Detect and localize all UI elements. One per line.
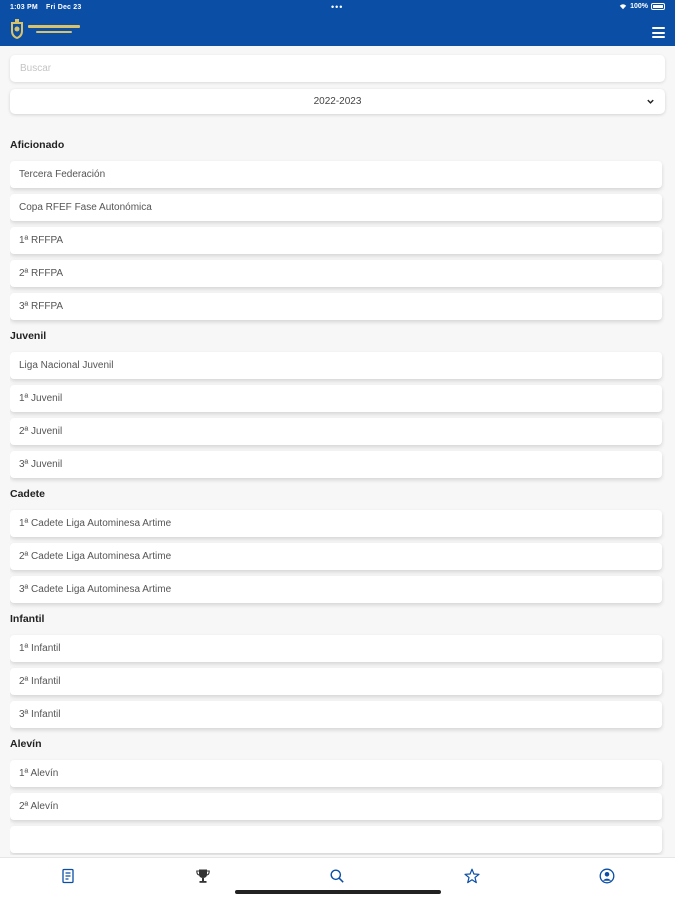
competition-item[interactable]: 2ª Infantil <box>10 668 662 695</box>
competition-item[interactable]: 1ª Alevín <box>10 760 662 787</box>
tab-search[interactable] <box>328 867 346 885</box>
section-title: Infantil <box>10 613 45 625</box>
competition-item[interactable]: Liga Nacional Juvenil <box>10 352 662 379</box>
section-title: Alevín <box>10 738 42 750</box>
status-bar-left <box>10 4 87 11</box>
chevron-down-icon <box>646 97 655 106</box>
competition-item[interactable]: 1ª Juvenil <box>10 385 662 412</box>
trophy-icon <box>195 868 211 884</box>
competition-item[interactable]: 3ª Infantil <box>10 701 662 728</box>
section-alevin <box>10 737 665 853</box>
section-juvenil <box>10 329 665 478</box>
competition-item[interactable]: 1ª RFFPA <box>10 227 662 254</box>
competition-item[interactable]: 2ª RFFPA <box>10 260 662 287</box>
tab-profile[interactable] <box>598 867 616 885</box>
status-time: 1:03 PM <box>10 4 38 11</box>
season-selected-value: 2022-2023 <box>313 96 362 107</box>
search-icon <box>329 868 345 884</box>
tab-competitions[interactable] <box>194 867 212 885</box>
app-header <box>0 0 675 46</box>
competition-item[interactable]: 1ª Cadete Liga Autominesa Artime <box>10 510 662 537</box>
competition-item[interactable] <box>10 826 662 853</box>
hamburger-menu-icon[interactable] <box>652 27 665 38</box>
crest-icon <box>10 18 24 40</box>
competition-item[interactable]: 1ª Infantil <box>10 635 662 662</box>
wifi-icon <box>619 3 627 10</box>
user-circle-icon <box>599 868 615 884</box>
tab-favorites[interactable] <box>463 867 481 885</box>
tab-documents[interactable] <box>59 867 77 885</box>
section-title: Juvenil <box>10 330 47 342</box>
competition-item[interactable]: 3ª Juvenil <box>10 451 662 478</box>
search-input[interactable] <box>10 55 665 82</box>
logo-wordmark <box>28 25 80 33</box>
competition-item[interactable]: 2ª Cadete Liga Autominesa Artime <box>10 543 662 570</box>
competition-item[interactable]: 2ª Juvenil <box>10 418 662 445</box>
competition-item[interactable]: Tercera Federación <box>10 161 662 188</box>
competition-item[interactable]: Copa RFEF Fase Autonómica <box>10 194 662 221</box>
section-title: Cadete <box>10 488 46 500</box>
competition-item[interactable]: 2ª Alevín <box>10 793 662 820</box>
competition-item[interactable]: 3ª RFFPA <box>10 293 662 320</box>
document-icon <box>60 868 76 884</box>
battery-icon <box>651 3 665 10</box>
season-select[interactable] <box>10 89 665 114</box>
competition-item[interactable]: 3ª Cadete Liga Autominesa Artime <box>10 576 662 603</box>
section-title: Aficionado <box>10 139 65 151</box>
section-aficionado <box>10 138 665 320</box>
home-indicator[interactable] <box>235 890 441 894</box>
star-icon <box>464 868 480 884</box>
section-cadete <box>10 487 665 603</box>
multitasking-dots[interactable]: ••• <box>331 2 344 12</box>
status-date: Fri Dec 23 <box>46 4 82 11</box>
status-bar-right <box>619 3 665 10</box>
section-infantil <box>10 612 665 728</box>
federation-logo[interactable] <box>10 18 80 40</box>
competition-list <box>10 138 665 855</box>
battery-percent: 100% <box>630 3 648 10</box>
